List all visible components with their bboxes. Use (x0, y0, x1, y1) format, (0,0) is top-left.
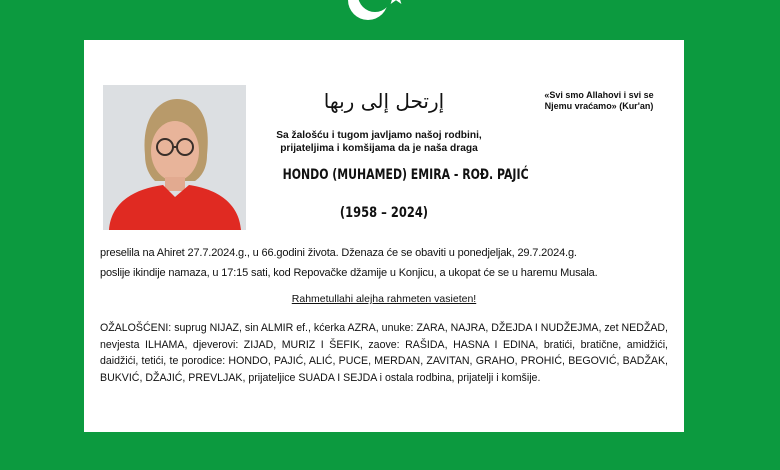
intro-line-2: prijateljima i komšijama da je naša draga (280, 143, 478, 154)
arabic-calligraphy (323, 84, 445, 116)
prayer-line: Rahmetullahi alejha rahmeten vasieten! (291, 293, 477, 305)
funeral-announcement (100, 243, 680, 283)
quran-quote-line-2: Njemu vraćamo» (Kur'an) (544, 101, 654, 111)
announcement-line-1: preselila na Ahiret 27.7.2024.g., u 66.godini života. Dženaza će se obaviti u ponedjeljak, 29.7.2024.g. (100, 247, 577, 259)
deceased-name: HONDO (MUHAMED) EMIRA - ROĐ. PAJIĆ (282, 167, 529, 183)
quran-quote-line-1: «Svi smo Allahovi i svi se (544, 90, 654, 100)
announcement-line-2: poslije ikindije namaza, u 17:15 sati, kod Repovačke džamije u Konjicu, a ukopat će se u haremu Musala. (100, 267, 598, 279)
intro-line-1: Sa žalošću i tugom javljamo našoj rodbini, (276, 130, 482, 141)
obituary-card (84, 40, 684, 432)
quran-quote (524, 90, 674, 112)
intro-text (254, 129, 504, 155)
mourners-list: OŽALOŠĆENI: suprug NIJAZ, sin ALMIR ef., kćerka AZRA, unuke: ZARA, NAJRA, DŽEJDA I NUDŽEJMA, zet NEDŽAD, nevjesta ILHAMA, djeverovi: ZIJAD, MURIZ I ŠEFIK, zaove: RAŠIDA, HASNA I EDINA, bratići, bratične, amidžići, daidžići, tetići, te porodice: HONDO, PAJIĆ, ALIĆ, PUCE, MERDAN, ZAVITAN, GRAHO, PROHIĆ, BEGOVIĆ, BADŽAK, BUKVIĆ, DŽAJIĆ, PREVLJAK, prijateljice SUADA I SEJDA i ostala rodbina, prijatelji i komšije. (100, 322, 668, 384)
crescent-star-icon (346, 0, 406, 28)
portrait-photo (103, 85, 246, 230)
life-years: (1958 – 2024) (339, 205, 429, 221)
arabic-calligraphy-text: إرتحل إلى ربها (323, 89, 445, 113)
